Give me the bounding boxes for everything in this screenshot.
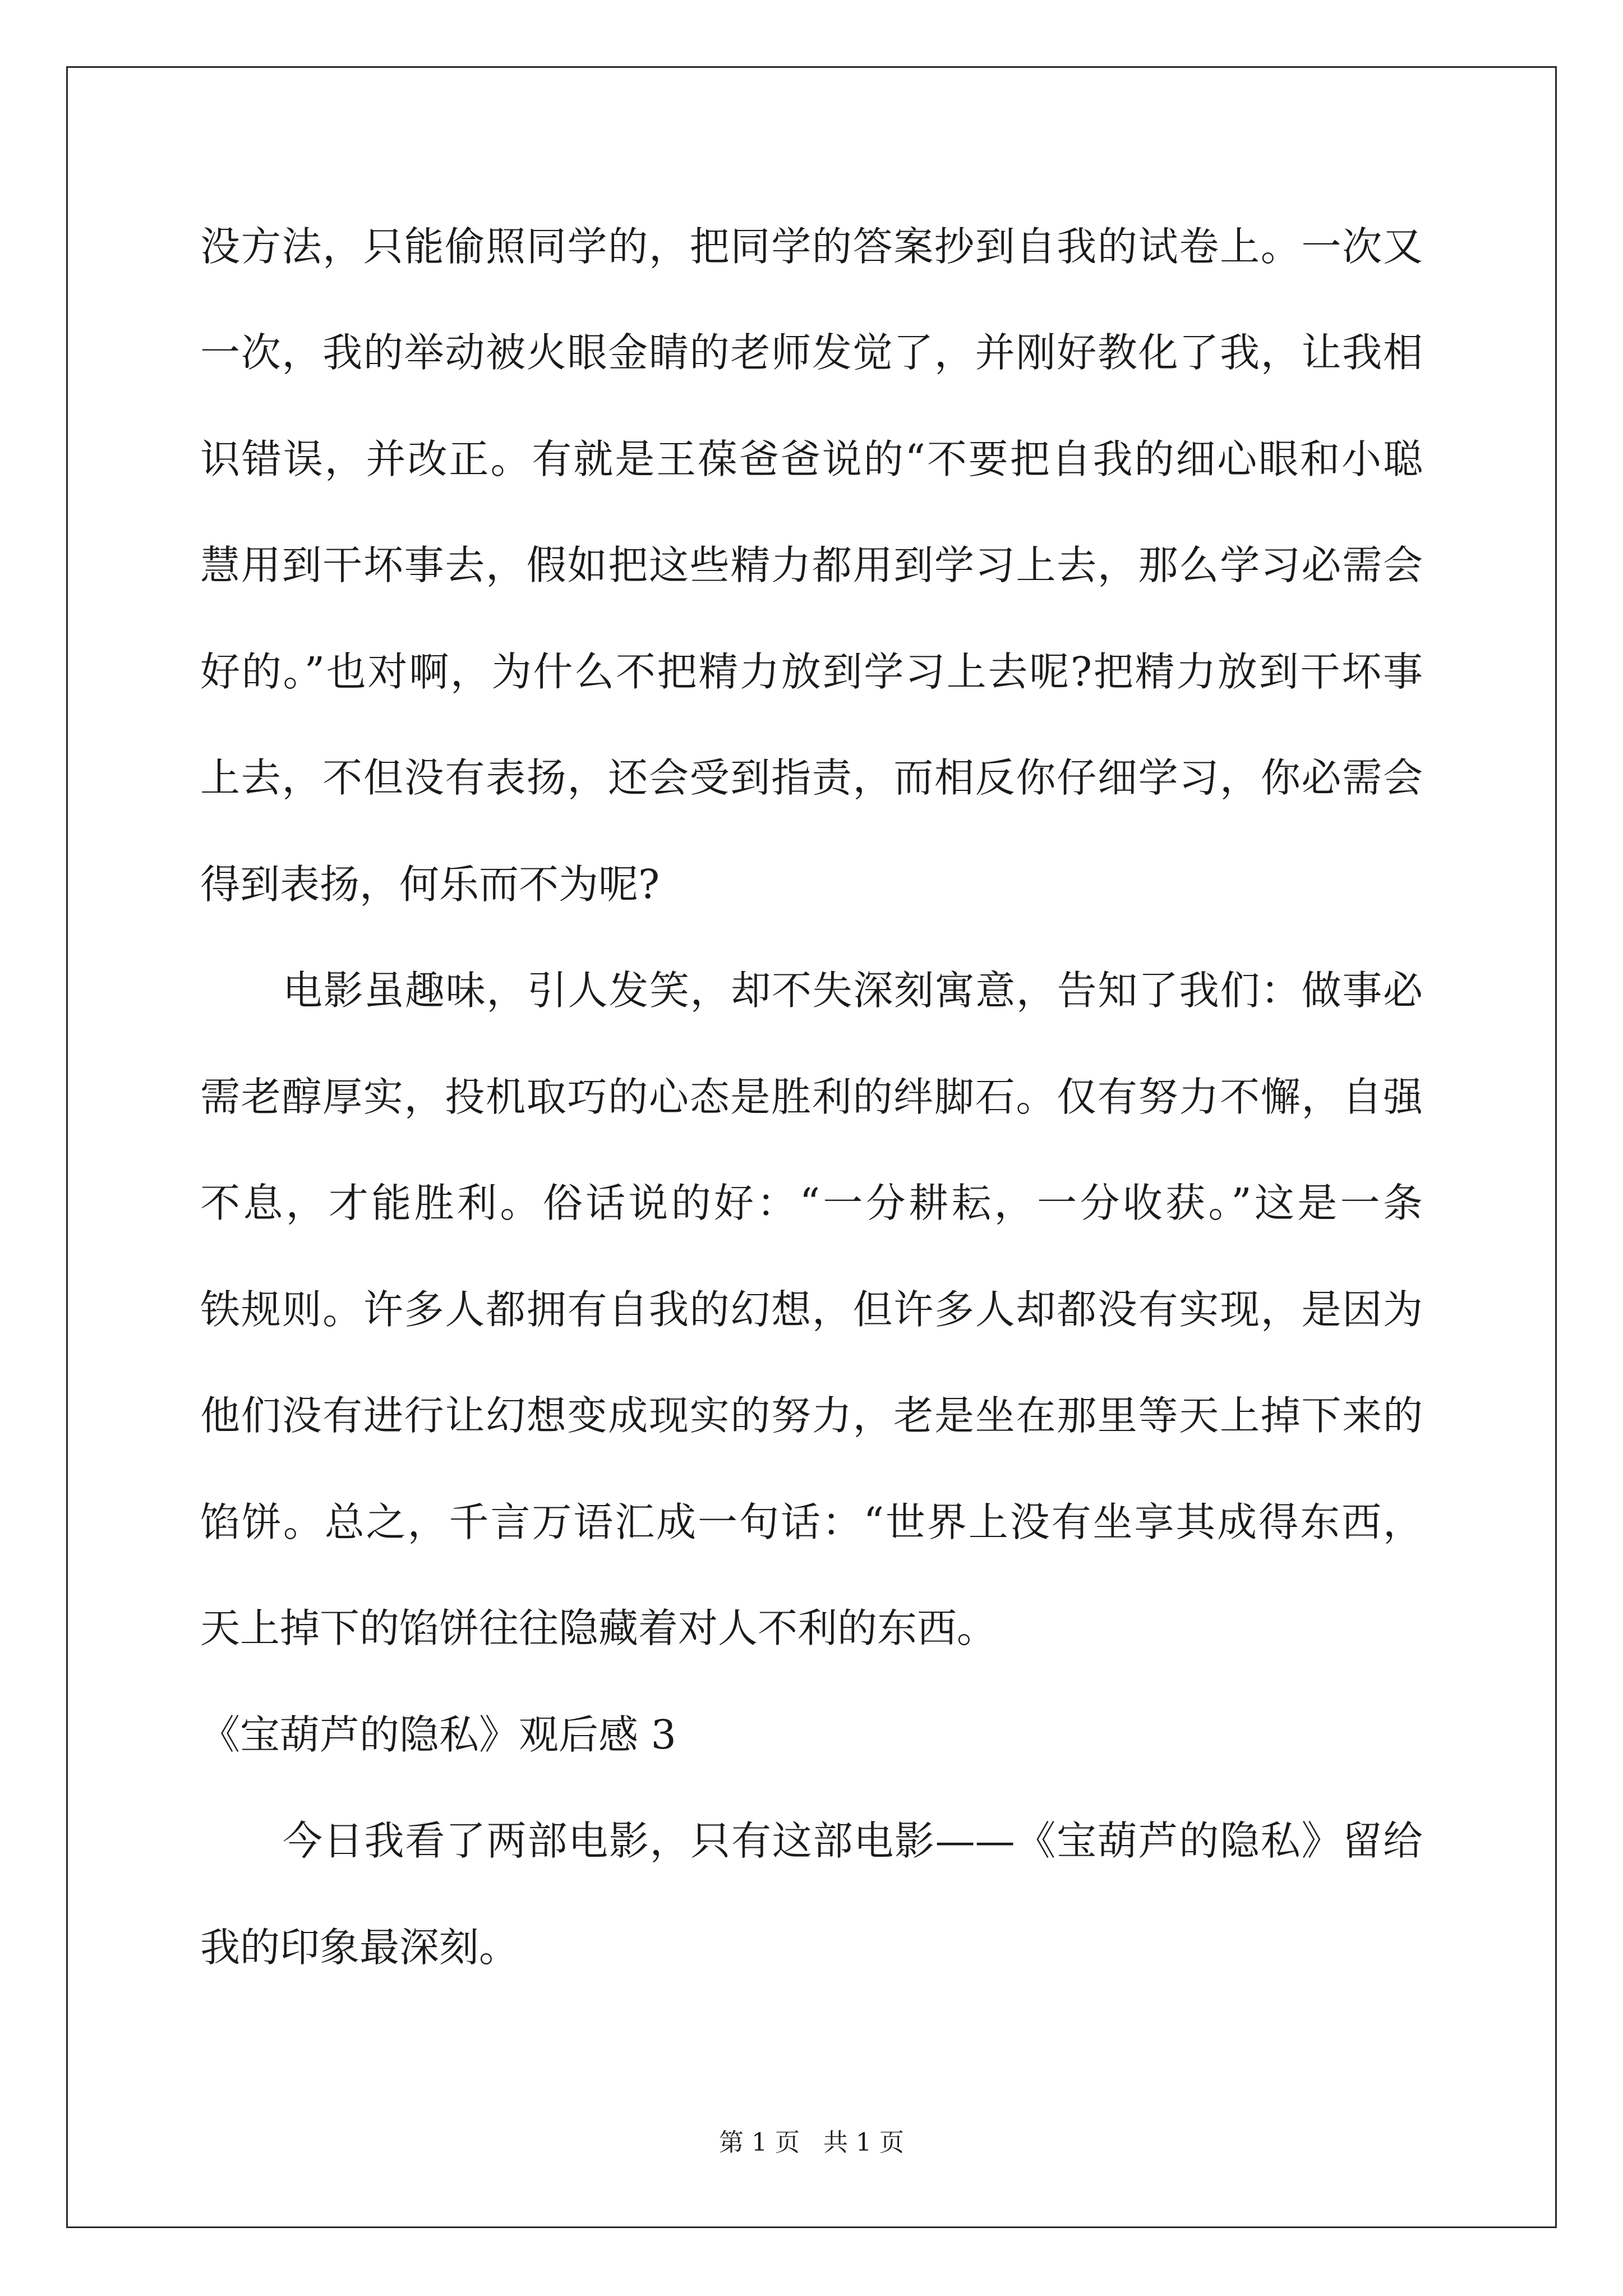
- paragraph-line: 慧用到干坏事去，假如把这些精力都用到学习上去，那么学习必需会: [200, 542, 1423, 588]
- paragraph-line: 得到表扬，何乐而不为呢?: [200, 861, 660, 908]
- section-heading: 《宝葫芦的隐私》观后感 3: [200, 1711, 676, 1758]
- paragraph-line: 馅饼。总之，千言万语汇成一句话：“世界上没有坐享其成得东西，: [200, 1499, 1423, 1545]
- paragraph-line: 好的。”也对啊，为什么不把精力放到学习上去呢?把精力放到干坏事: [200, 648, 1423, 695]
- paragraph-line: 没方法，只能偷照同学的，把同学的答案抄到自我的试卷上。一次又: [200, 223, 1423, 270]
- paragraph-line: 需老醇厚实，投机取巧的心态是胜利的绊脚石。仅有努力不懈，自强: [200, 1074, 1423, 1120]
- paragraph-line: 不息，才能胜利。俗话说的好：“一分耕耘，一分收获。”这是一条: [200, 1180, 1423, 1226]
- paragraph-line: 我的印象最深刻。: [200, 1924, 519, 1971]
- paragraph-line: 识错误，并改正。有就是王葆爸爸说的“不要把自我的细心眼和小聪: [200, 436, 1423, 482]
- paragraph-line: 一次，我的举动被火眼金睛的老师发觉了，并刚好教化了我，让我相: [200, 329, 1423, 376]
- paragraph-line: 他们没有进行让幻想变成现实的努力，老是坐在那里等天上掉下来的: [200, 1392, 1423, 1439]
- paragraph-line: 电影虽趣味，引人发笑，却不失深刻寓意，告知了我们：做事必: [283, 967, 1423, 1014]
- paragraph-line: 今日我看了两部电影，只有这部电影——《宝葫芦的隐私》留给: [283, 1818, 1423, 1864]
- paragraph-line: 上去，不但没有表扬，还会受到指责，而相反你仔细学习，你必需会: [200, 754, 1423, 801]
- paragraph-line: 天上掉下的馅饼往往隐藏着对人不利的东西。: [200, 1605, 997, 1651]
- paragraph-line: 铁规则。许多人都拥有自我的幻想，但许多人却都没有实现，是因为: [200, 1286, 1423, 1333]
- page-border: [66, 66, 1557, 2228]
- page-footer: 第 1 页 共 1 页: [719, 2128, 904, 2157]
